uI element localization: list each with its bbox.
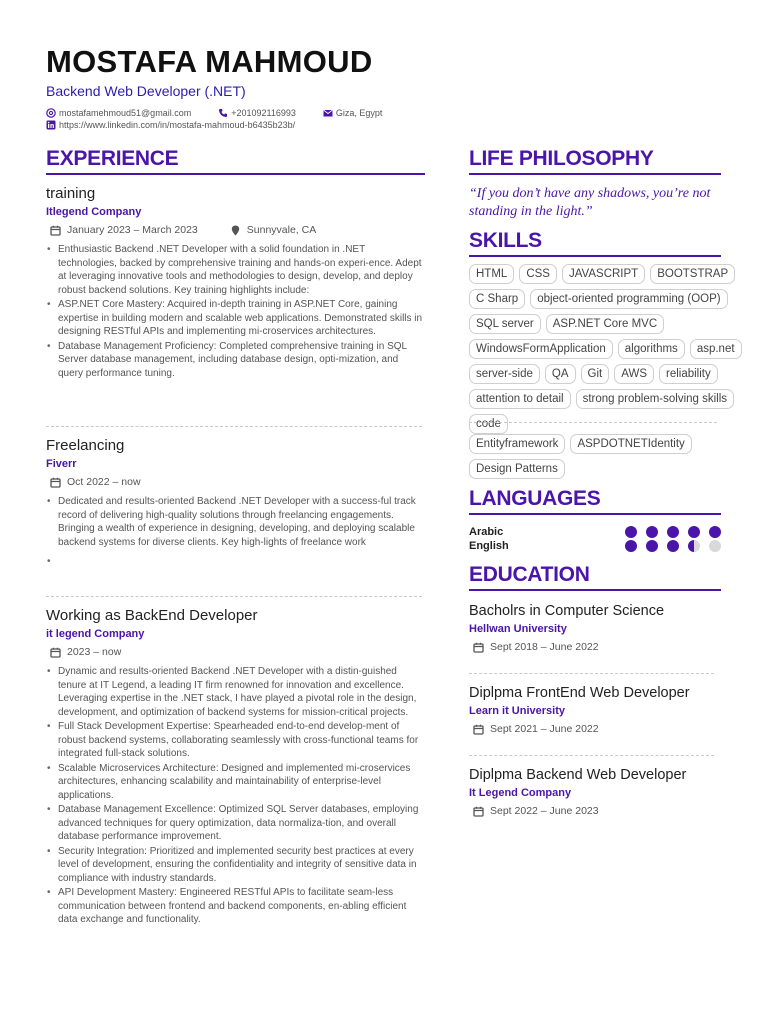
languages-heading: LANGUAGES xyxy=(469,487,601,510)
philosophy-rule xyxy=(469,173,721,175)
education-meta xyxy=(469,723,721,736)
calendar-icon xyxy=(50,647,61,658)
skill-tag: AWS xyxy=(614,364,654,384)
education-dates: Sept 2018 – June 2022 xyxy=(490,641,599,653)
calendar-icon xyxy=(50,477,61,488)
job-location-text: Sunnyvale, CA xyxy=(246,224,317,236)
experience-heading: EXPERIENCE xyxy=(46,147,179,170)
email-text: mostafamehmoud51@gmail.com xyxy=(59,108,192,118)
job-divider xyxy=(46,426,422,427)
bullet-item: • Full Stack Development Expertise: Spearheaded end-to-end develop-ment of robust backend systems, collaborating seamlessly with cross-functional teams for integrated full-stack solutions. xyxy=(46,720,425,761)
job-entry-backend-developer xyxy=(46,607,425,928)
skill-tag: SQL server xyxy=(469,314,541,334)
skill-tag: server-side xyxy=(469,364,540,384)
calendar-icon xyxy=(473,724,484,735)
education-institution: Hellwan University xyxy=(469,623,567,635)
education-heading: EDUCATION xyxy=(469,563,590,586)
location-contact xyxy=(323,108,383,118)
skill-tag: strong problem-solving skills xyxy=(576,389,734,409)
job-dates: 2023 – now xyxy=(67,646,122,658)
skill-tag: ASPDOTNETIdentity xyxy=(570,434,691,454)
calendar-icon xyxy=(473,806,484,817)
job-bullets xyxy=(46,243,425,380)
education-degree: Bacholrs in Computer Science xyxy=(469,603,665,619)
philosophy-quote: “If you don’t have any shadows, you’re not standing in the light.” xyxy=(469,186,711,219)
education-rule xyxy=(469,589,721,591)
skills-tag-group-primary xyxy=(469,264,764,439)
linkedin-icon xyxy=(46,120,56,130)
education-dates: Sept 2022 – June 2023 xyxy=(490,805,599,817)
contact-row-secondary xyxy=(46,120,295,130)
skill-tag: CSS xyxy=(519,264,557,284)
level-dot xyxy=(625,540,637,552)
education-section-header xyxy=(469,563,721,591)
language-name: English xyxy=(469,540,509,552)
experience-rule xyxy=(46,173,425,175)
bullet-item: • Dynamic and results-oriented Backend .NET Developer with a distin-guished tenure at IT Legend, a leading IT firm renowned for innovation and excellence. Leveraging expertise in the .NET stack, I have played a pivotal role in the design, development, and optimization of backend systems for mission-critical projects. xyxy=(46,665,425,719)
languages-rule xyxy=(469,513,721,515)
education-institution: Learn it University xyxy=(469,705,565,717)
candidate-role: Backend Web Developer (.NET) xyxy=(46,83,246,99)
level-dot xyxy=(646,540,658,552)
location-text: Giza, Egypt xyxy=(335,108,383,118)
bullet-item: • API Development Mastery: Engineered RESTful APIs to facilitate seam-less communication between frontend and backend components, en-abling efficient data exchange and functionality. xyxy=(46,886,425,927)
job-title: training xyxy=(46,185,96,202)
education-divider xyxy=(469,673,714,674)
experience-section-header xyxy=(46,147,425,175)
contact-row-primary xyxy=(46,108,382,118)
job-meta xyxy=(46,476,425,489)
job-company: it legend Company xyxy=(46,628,145,640)
bullet-item: • Security Integration: Prioritized and implemented security best practices at every level of development, ensuring the confidentiality and integrity of sensitive data in compliance with industry standards. xyxy=(46,845,425,886)
map-pin-icon xyxy=(230,225,241,236)
level-dot xyxy=(688,526,700,538)
job-dates: January 2023 – March 2023 xyxy=(67,224,198,236)
skill-tag: reliability xyxy=(659,364,718,384)
job-bullets xyxy=(46,665,425,927)
language-level-dots xyxy=(616,526,721,538)
job-meta xyxy=(46,224,425,237)
level-dot-empty xyxy=(709,540,721,552)
skill-tag: JAVASCRIPT xyxy=(562,264,645,284)
phone-contact[interactable] xyxy=(218,108,296,118)
education-entry xyxy=(469,602,721,654)
calendar-icon xyxy=(50,225,61,236)
bullet-item: • ASP.NET Core Mastery: Acquired in-depth training in ASP.NET Core, gaining expertise in building modern and scalable web applications. Demonstrated skills in designing RESTful APIs and implementing mi-croservices architectures. xyxy=(46,298,425,339)
linkedin-contact[interactable] xyxy=(46,120,295,130)
phone-text: +201092116993 xyxy=(231,108,296,118)
job-company: Fiverr xyxy=(46,458,77,470)
bullet-item: • Database Management Proficiency: Completed comprehensive training in SQL Server database management, including database design, opti-mization, and query performance tuning. xyxy=(46,340,425,381)
job-meta xyxy=(46,646,425,659)
education-entry xyxy=(469,766,721,818)
bullet-item: • Enthusiastic Backend .NET Developer with a solid foundation in .NET technologies, backed by comprehensive training and hands-on experi-ence. Adept at leveraging innovative tools and methodologies to design, develop, and deploy robust backend solutions. Key training highlights include: xyxy=(46,243,425,297)
philosophy-heading: LIFE PHILOSOPHY xyxy=(469,147,654,170)
job-dates: Oct 2022 – now xyxy=(67,476,141,488)
skills-heading: SKILLS xyxy=(469,229,542,252)
bullet-item: • Dedicated and results-oriented Backend .NET Developer with a success-ful track record of delivering high-quality solutions through freelancing engagements. Bringing a wealth of experience in designing, developing, and deploying scalable backend systems for diverse clients. Key high-lights of freelance work xyxy=(46,495,425,549)
education-divider xyxy=(469,755,714,756)
job-location xyxy=(226,224,316,237)
education-institution: It Legend Company xyxy=(469,787,572,799)
skills-section-header xyxy=(469,229,721,257)
skills-tag-group-secondary xyxy=(469,434,764,484)
linkedin-text: https://www.linkedin.com/in/mostafa-mahmoud-b6435b23b/ xyxy=(59,120,296,130)
job-entry-freelancing xyxy=(46,437,425,555)
job-title: Freelancing xyxy=(46,437,125,454)
education-degree: Diplpma FrontEnd Web Developer xyxy=(469,685,690,701)
education-meta xyxy=(469,805,721,818)
candidate-name: MOSTAFA MAHMOUD xyxy=(46,44,373,79)
skill-tag: Git xyxy=(581,364,610,384)
skill-tag: Entityframework xyxy=(469,434,565,454)
skill-tag: C Sharp xyxy=(469,289,525,309)
job-company: Itlegend Company xyxy=(46,206,142,218)
level-dot xyxy=(625,526,637,538)
at-icon xyxy=(46,108,56,118)
level-dot xyxy=(709,526,721,538)
bullet-item: • Scalable Microservices Architecture: Designed and implemented mi-croservices architectures, enhancing scalability and maintainability of enterprise-level applications. xyxy=(46,762,425,803)
skill-tag: ASP.NET Core MVC xyxy=(546,314,664,334)
job-title: Working as BackEnd Developer xyxy=(46,607,258,624)
skill-tag: Design Patterns xyxy=(469,459,565,479)
skill-tag: QA xyxy=(545,364,576,384)
envelope-icon xyxy=(323,108,333,118)
skill-tag: algorithms xyxy=(618,339,685,359)
language-row-arabic xyxy=(469,526,721,538)
bullet-item: • Database Management Excellence: Optimized SQL Server databases, employing advanced techniques for query optimization, data normaliza-tion, and overall database performance improvement. xyxy=(46,803,425,844)
language-row-english xyxy=(469,540,721,552)
skill-tag: asp.net xyxy=(690,339,742,359)
language-name: Arabic xyxy=(469,526,504,538)
skill-tag: object-oriented programming (OOP) xyxy=(530,289,727,309)
education-meta xyxy=(469,641,721,654)
language-level-dots xyxy=(616,540,721,552)
skill-tag: attention to detail xyxy=(469,389,571,409)
skills-rule xyxy=(469,255,721,257)
skill-tag: HTML xyxy=(469,264,514,284)
level-dot xyxy=(646,526,658,538)
skill-tag: BOOTSTRAP xyxy=(650,264,735,284)
job-entry-training xyxy=(46,185,425,381)
education-dates: Sept 2021 – June 2022 xyxy=(490,723,599,735)
job-bullets xyxy=(46,495,425,549)
level-dot xyxy=(667,540,679,552)
philosophy-section-header xyxy=(469,147,721,175)
job-divider xyxy=(46,596,422,597)
skills-divider xyxy=(469,422,717,423)
skill-tag: code xyxy=(469,414,508,434)
skill-tag: WindowsFormApplication xyxy=(469,339,613,359)
email-contact[interactable] xyxy=(46,108,191,118)
level-dot-half xyxy=(688,540,700,552)
education-entry xyxy=(469,684,721,736)
level-dot xyxy=(667,526,679,538)
languages-section-header xyxy=(469,487,721,515)
education-degree: Diplpma Backend Web Developer xyxy=(469,767,687,783)
calendar-icon xyxy=(473,642,484,653)
phone-icon xyxy=(218,108,228,118)
